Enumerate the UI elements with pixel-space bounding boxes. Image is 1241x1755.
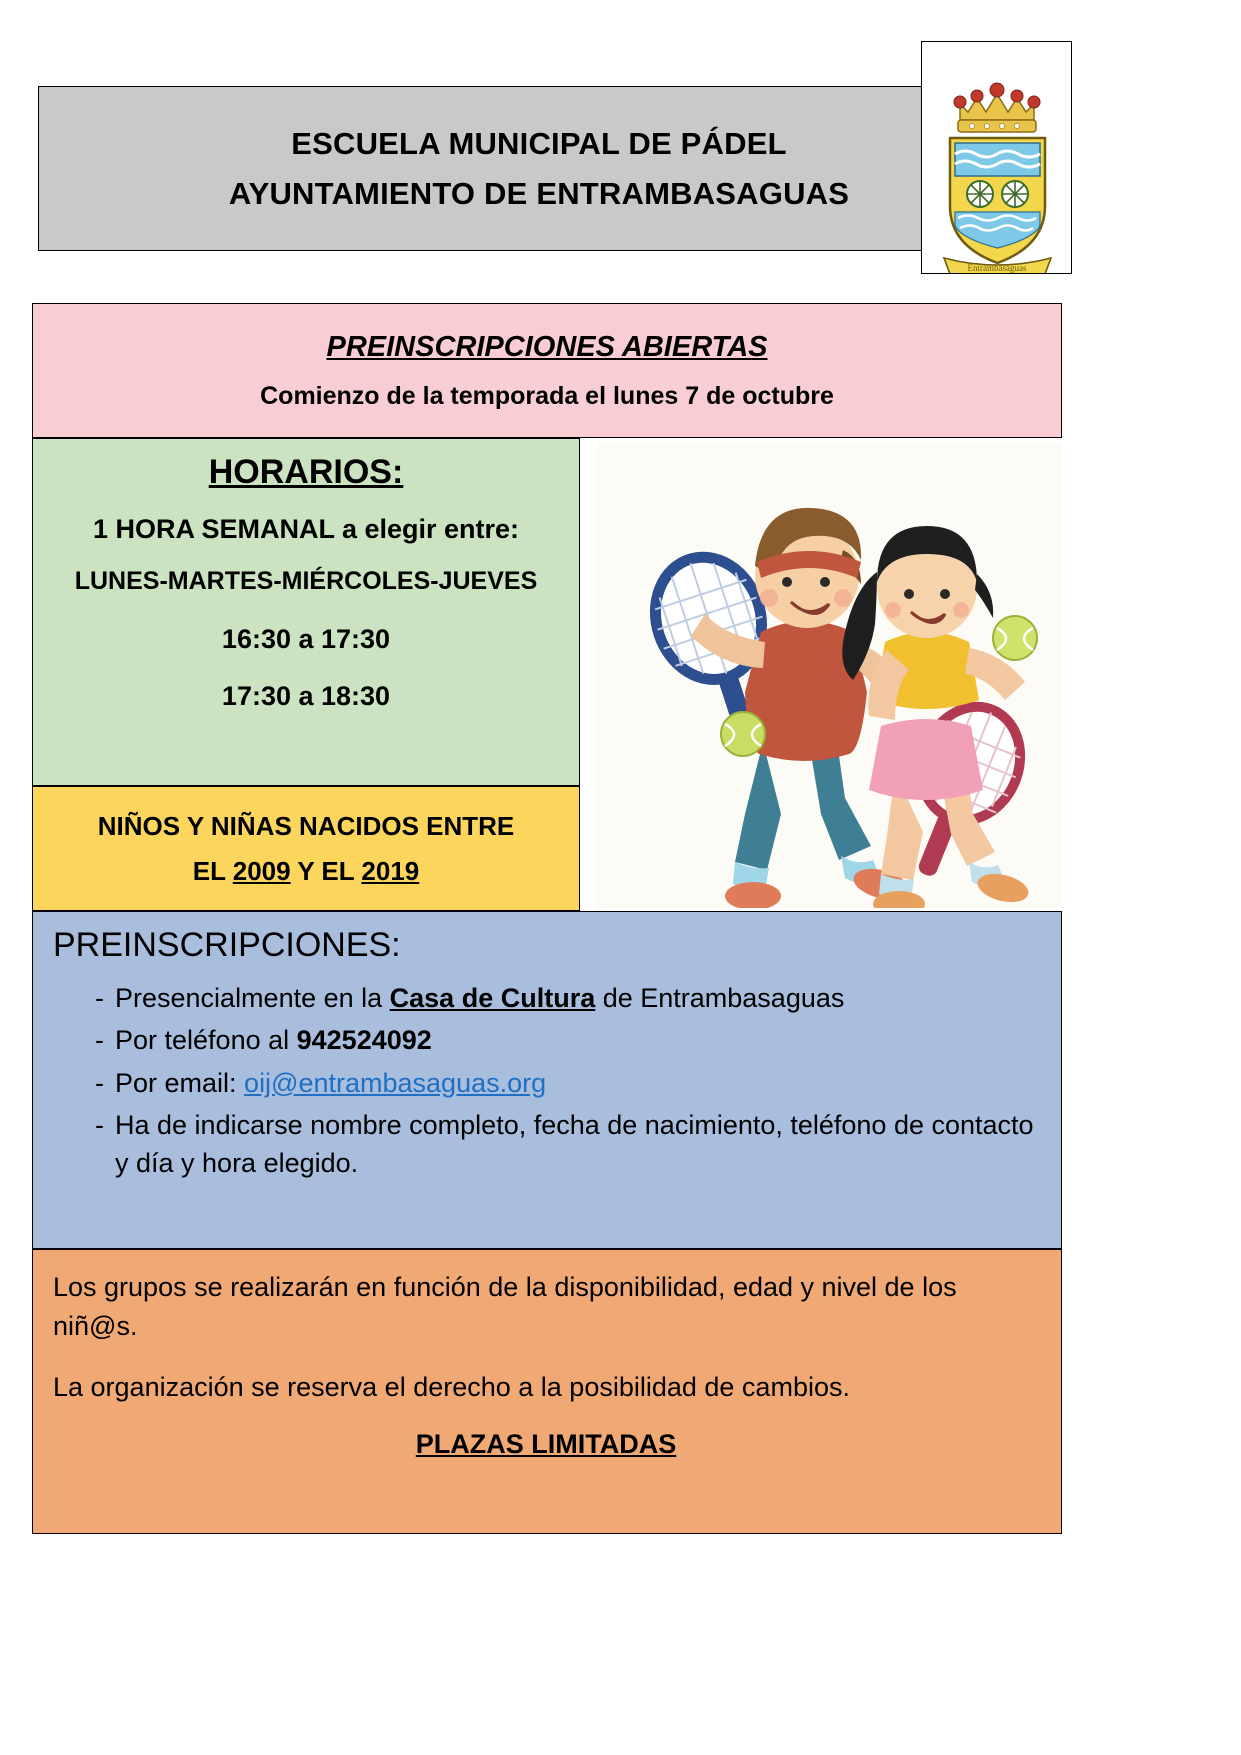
limited-places-notice: PLAZAS LIMITADAS <box>415 1429 677 1460</box>
registration-phone: 942524092 <box>296 1025 432 1056</box>
list-dash: - <box>95 1025 104 1056</box>
poster-header <box>38 86 1040 251</box>
registration-item1-post: de Entrambasaguas <box>595 983 845 1013</box>
registration-item2-pre: Por teléfono al <box>115 1025 297 1056</box>
crest-motto-text: Entrambasaguas <box>967 263 1027 273</box>
list-item <box>53 1106 1035 1183</box>
schedule-weekly-hours: 1 HORA SEMANAL a elegir entre: <box>92 514 520 544</box>
schedule-slot-2: 17:30 a 18:30 <box>221 681 391 711</box>
schedule-days: LUNES-MARTES-MIÉRCOLES-JUEVES <box>74 567 538 595</box>
notes-paragraph-2: La organización se reserva el derecho a la posibilidad de cambios. <box>53 1372 850 1403</box>
list-dash: - <box>95 983 104 1013</box>
age-range-line-1: NIÑOS Y NIÑAS NACIDOS ENTRE <box>97 810 515 841</box>
notes-paragraph-1: Los grupos se realizarán en función de la disponibilidad, edad y nivel de los niñ@s. <box>53 1272 957 1342</box>
kids-playing-illustration <box>595 442 1062 908</box>
coat-of-arms-icon <box>921 41 1072 274</box>
age-range-prefix: EL <box>192 855 233 886</box>
list-item <box>53 1021 1035 1059</box>
schedule-slot-1: 16:30 a 17:30 <box>221 624 391 654</box>
registration-item3-pre: Por email: <box>115 1067 245 1098</box>
list-dash: - <box>95 1109 104 1140</box>
announcement-band <box>32 303 1062 438</box>
registration-title: PREINSCRIPCIONES: <box>53 926 401 964</box>
list-item <box>53 979 1035 1017</box>
schedule-box <box>32 438 580 786</box>
registration-item4-text: Ha de indicarse nombre completo, fecha de nacimiento, teléfono de contacto y día y hora elegido. <box>115 1109 1034 1179</box>
registration-list <box>53 979 1035 1183</box>
age-year-last: 2019 <box>361 855 420 886</box>
header-line-2: AYUNTAMIENTO DE ENTRAMBASAGUAS <box>228 175 850 211</box>
registration-item1-pre: Presencialmente en la <box>115 983 390 1013</box>
registration-email-link[interactable]: oij@entrambasaguas.org <box>244 1067 547 1098</box>
age-year-first: 2009 <box>232 855 291 886</box>
notes-box <box>32 1249 1062 1534</box>
list-item <box>53 1064 1035 1102</box>
age-range-box <box>32 786 580 911</box>
announcement-subtitle: Comienzo de la temporada el lunes 7 de octubre <box>260 381 834 410</box>
age-range-middle: Y EL <box>290 855 362 886</box>
registration-item1-place: Casa de Cultura <box>389 983 596 1013</box>
schedule-title: HORARIOS: <box>208 453 404 491</box>
list-dash: - <box>95 1067 104 1098</box>
header-line-1: ESCUELA MUNICIPAL DE PÁDEL <box>291 125 787 161</box>
announcement-title: PREINSCRIPCIONES ABIERTAS <box>326 330 768 363</box>
age-range-line-2 <box>193 856 420 887</box>
registration-box <box>32 911 1062 1249</box>
